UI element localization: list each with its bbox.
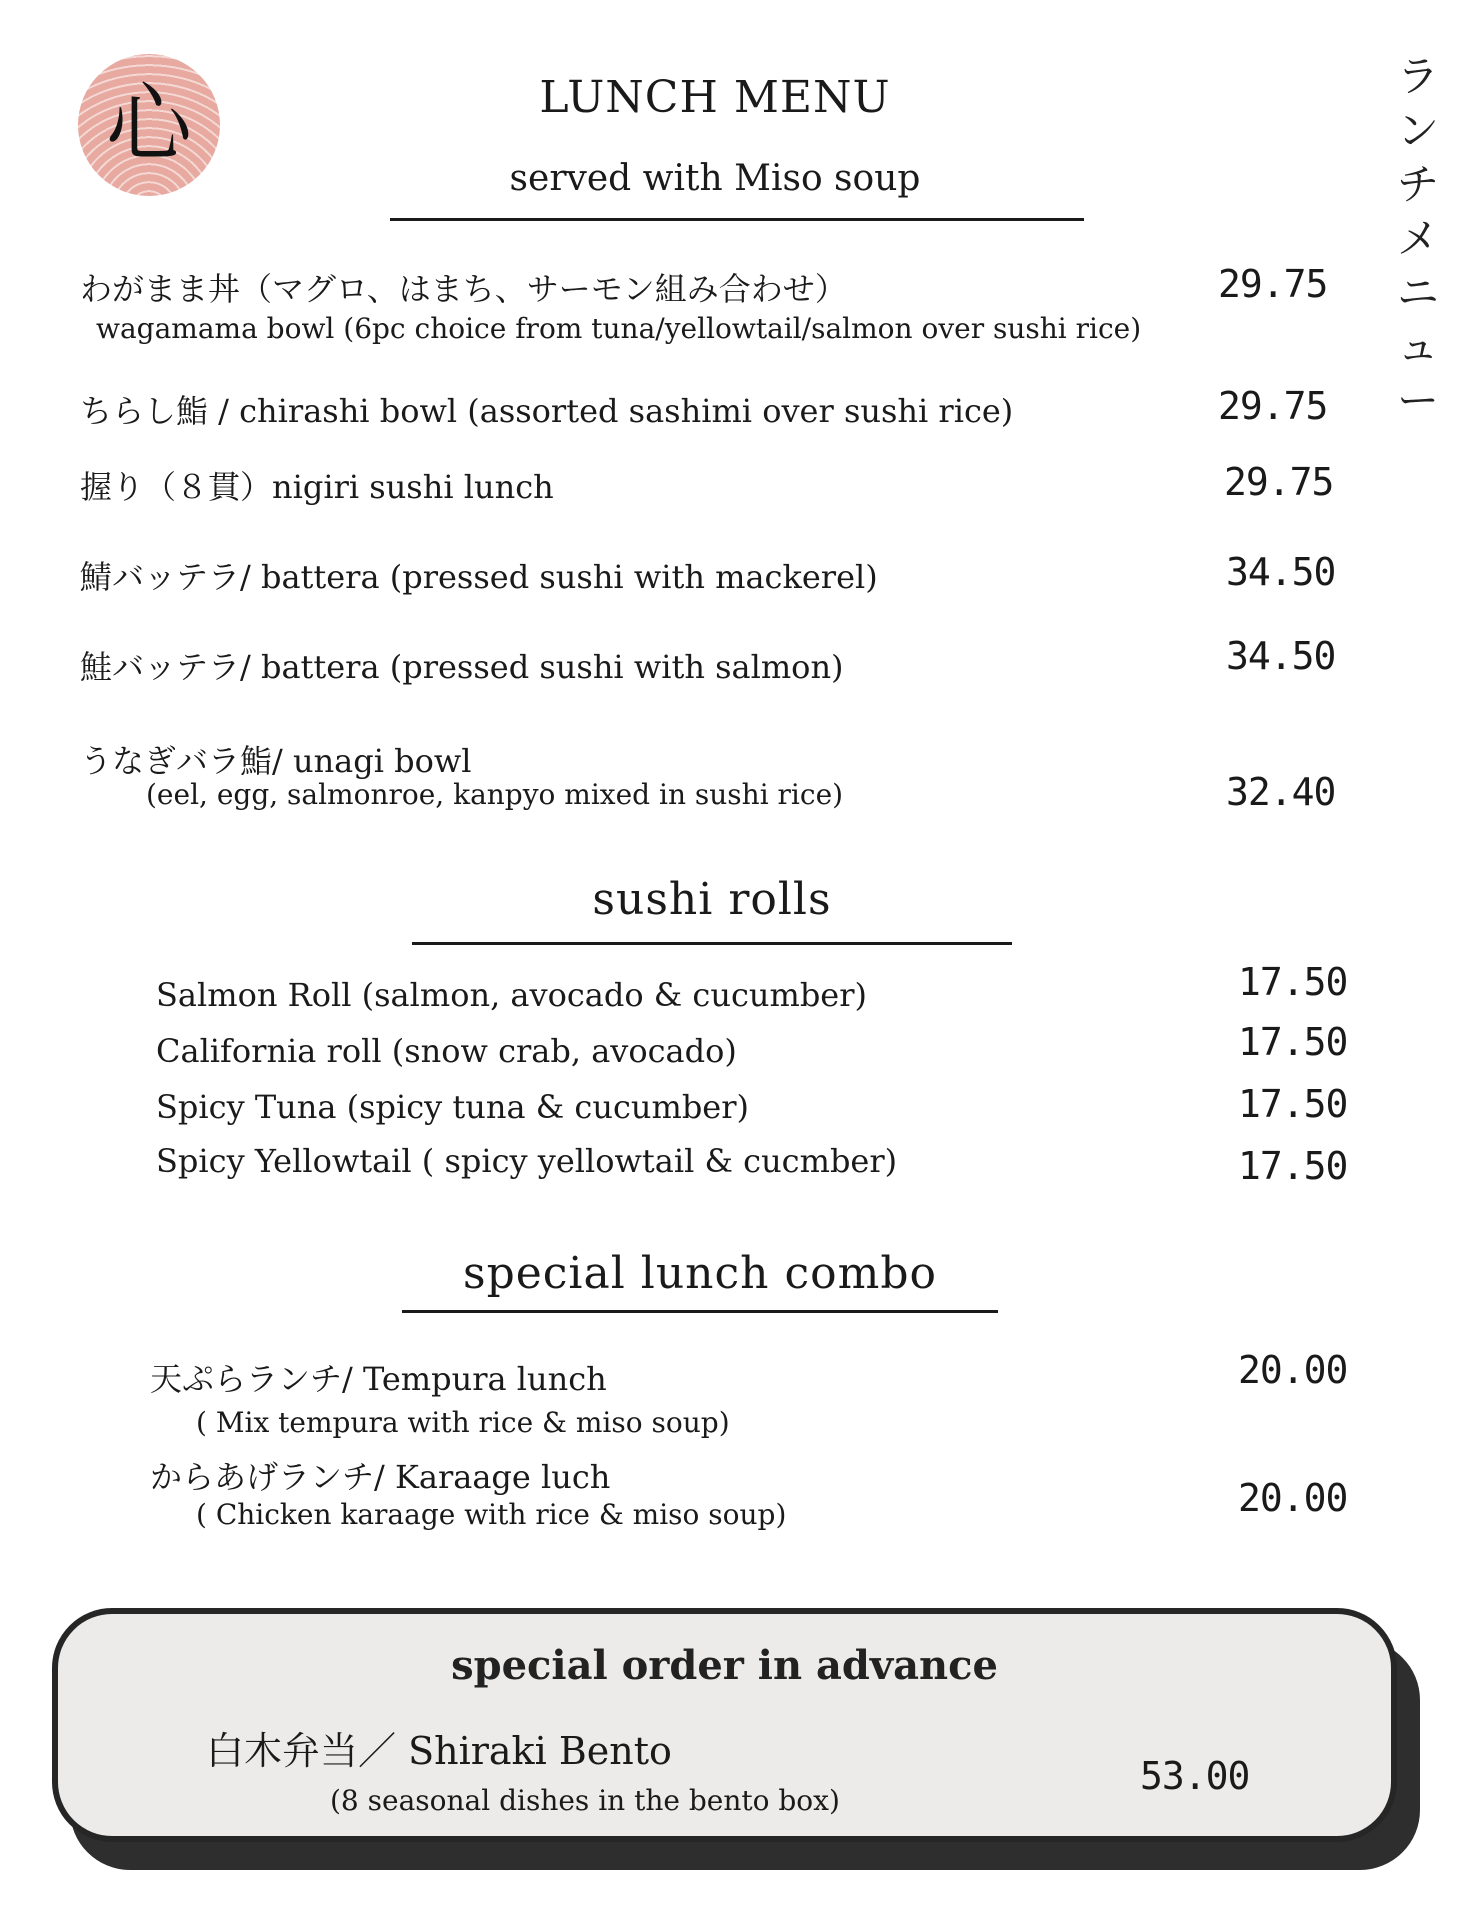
roll-item-price: 17.50 xyxy=(1238,1144,1348,1188)
combo-item-name: からあげランチ/ Karaage luch xyxy=(150,1458,611,1496)
side-title-char: ラ xyxy=(1396,52,1439,101)
menu-item-price: 34.50 xyxy=(1226,550,1336,594)
combo-item-price: 20.00 xyxy=(1238,1348,1348,1392)
combo-item-desc: ( Chicken karaage with rice & miso soup) xyxy=(196,1498,787,1531)
special-box-heading: special order in advance xyxy=(451,1642,998,1689)
section-heading-combo: special lunch combo xyxy=(462,1248,938,1299)
menu-item-name: わがまま丼（マグロ、はまち、サーモン組み合わせ） xyxy=(80,270,847,308)
roll-item-name: Spicy Tuna (spicy tuna & cucumber) xyxy=(156,1088,750,1126)
menu-item-name: 鮭バッテラ/ battera (pressed sushi with salmon) xyxy=(80,648,844,686)
menu-item-price: 29.75 xyxy=(1218,262,1328,306)
special-item-price: 53.00 xyxy=(1140,1754,1250,1798)
menu-item-name: 鯖バッテラ/ battera (pressed sushi with mackerel) xyxy=(80,558,878,596)
header-divider xyxy=(390,218,1084,221)
menu-item-price: 29.75 xyxy=(1224,460,1334,504)
menu-item-price: 29.75 xyxy=(1218,384,1328,428)
side-title-char: ン xyxy=(1396,106,1439,155)
rolls-divider xyxy=(412,942,1012,945)
side-title-char: チ xyxy=(1396,160,1439,209)
menu-item-desc: wagamama bowl (6pc choice from tuna/yellowtail/salmon over sushi rice) xyxy=(96,312,1142,345)
special-item-desc: (8 seasonal dishes in the bento box) xyxy=(330,1784,840,1817)
page-subtitle: served with Miso soup xyxy=(509,158,921,199)
roll-item-price: 17.50 xyxy=(1238,1082,1348,1126)
combo-item-price: 20.00 xyxy=(1238,1476,1348,1520)
logo-glyph: 心 xyxy=(106,74,192,174)
side-title-char: ニ xyxy=(1396,268,1439,317)
page-title: LUNCH MENU xyxy=(539,72,891,123)
side-title-vertical xyxy=(1388,50,1448,428)
side-title-char: メ xyxy=(1396,214,1439,263)
combo-divider xyxy=(402,1310,998,1313)
roll-item-name: California roll (snow crab, avocado) xyxy=(156,1032,737,1070)
menu-item-desc: (eel, egg, salmonroe, kanpyo mixed in sushi rice) xyxy=(146,778,844,811)
side-title-char: ュ xyxy=(1396,322,1439,371)
menu-item-price: 32.40 xyxy=(1226,770,1336,814)
roll-item-name: Spicy Yellowtail ( spicy yellowtail & cucmber) xyxy=(156,1142,898,1180)
combo-item-name: 天ぷらランチ/ Tempura lunch xyxy=(150,1360,607,1398)
section-heading-rolls: sushi rolls xyxy=(592,874,832,925)
roll-item-price: 17.50 xyxy=(1238,960,1348,1004)
side-title-char: ー xyxy=(1396,376,1439,425)
menu-item-name: 握り（８貫）nigiri sushi lunch xyxy=(80,468,554,506)
menu-item-price: 34.50 xyxy=(1226,634,1336,678)
menu-item-name: ちらし鮨 / chirashi bowl (assorted sashimi over sushi rice) xyxy=(80,392,1014,430)
combo-item-desc: ( Mix tempura with rice & miso soup) xyxy=(196,1406,730,1439)
roll-item-price: 17.50 xyxy=(1238,1020,1348,1064)
roll-item-name: Salmon Roll (salmon, avocado & cucumber) xyxy=(156,976,868,1014)
logo xyxy=(78,54,220,196)
special-item-name: 白木弁当／ Shiraki Bento xyxy=(206,1729,672,1773)
menu-item-name: うなぎバラ鮨/ unagi bowl xyxy=(80,742,472,780)
